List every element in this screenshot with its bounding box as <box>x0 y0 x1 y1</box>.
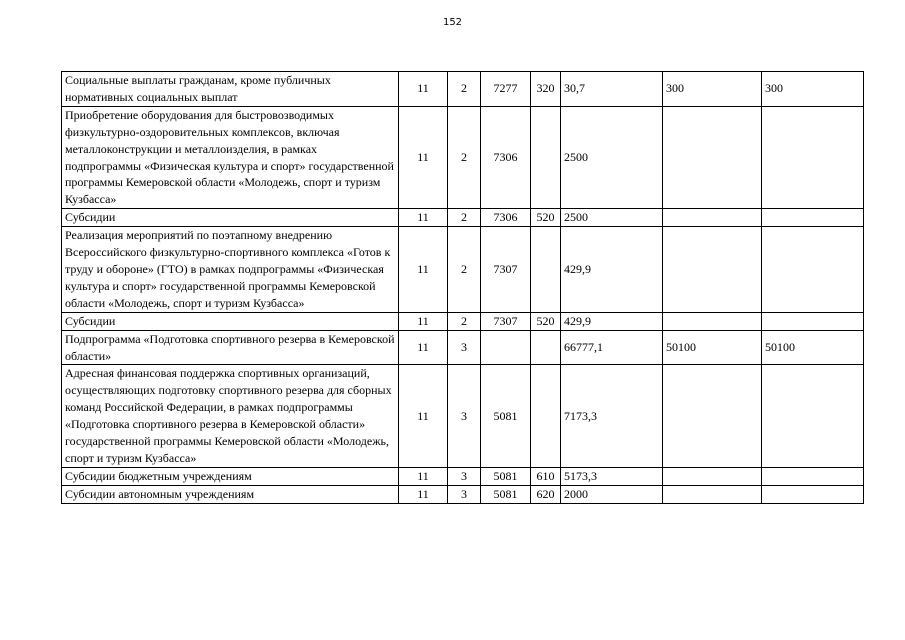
row-name-cell: Субсидии <box>62 312 399 330</box>
expense-type-cell: 620 <box>531 485 561 503</box>
subsection-cell: 2 <box>448 227 481 313</box>
expense-type-cell: 520 <box>531 209 561 227</box>
amount-year1-cell: 2500 <box>561 209 663 227</box>
amount-year1-cell: 429,9 <box>561 227 663 313</box>
table-row <box>62 485 864 503</box>
table-row <box>62 365 864 467</box>
row-name-cell: Субсидии автономным учреждениям <box>62 485 399 503</box>
section-cell: 11 <box>399 106 448 208</box>
row-name-cell: Адресная финансовая поддержка спортивных организаций, осуществляющих подготовку спортивного резерва для сборных команд Российской Федерации, в рамках подпрограммы «Подготовка спортивного резерва в Кемеровской области» государственной программы Кемеровской области «Молодежь, спорт и туризм Кузбасса» <box>62 365 399 467</box>
amount-year2-cell <box>663 485 762 503</box>
amount-year2-cell <box>663 365 762 467</box>
amount-year1-cell: 2000 <box>561 485 663 503</box>
amount-year2-cell: 300 <box>663 72 762 107</box>
row-name-cell: Подпрограмма «Подготовка спортивного резерва в Кемеровской области» <box>62 330 399 365</box>
amount-year3-cell: 50100 <box>762 330 864 365</box>
amount-year3-cell <box>762 209 864 227</box>
section-cell: 11 <box>399 227 448 313</box>
section-cell: 11 <box>399 312 448 330</box>
table-row <box>62 467 864 485</box>
target-article-cell: 7277 <box>481 72 531 107</box>
amount-year3-cell <box>762 467 864 485</box>
row-name-cell: Приобретение оборудования для быстровозводимых физкультурно-оздоровительных комплексов, включая металлоконструкции и металлоизделия, в рамках подпрограммы «Физическая культура и спорт» государственной программы Кемеровской области «Молодежь, спорт и туризм Кузбасса» <box>62 106 399 208</box>
amount-year1-cell: 30,7 <box>561 72 663 107</box>
row-name-cell: Реализация мероприятий по поэтапному внедрению Всероссийского физкультурно-спортивного комплекса «Готов к труду и обороне» (ГТО) в рамках подпрограммы «Физическая культура и спорт» государственной программы Кемеровской области «Молодежь, спорт и туризм Кузбасса» <box>62 227 399 313</box>
expense-type-cell <box>531 365 561 467</box>
amount-year1-cell: 7173,3 <box>561 365 663 467</box>
amount-year1-cell: 5173,3 <box>561 467 663 485</box>
section-cell: 11 <box>399 467 448 485</box>
amount-year3-cell <box>762 106 864 208</box>
target-article-cell: 5081 <box>481 467 531 485</box>
row-name-cell: Субсидии бюджетным учреждениям <box>62 467 399 485</box>
amount-year2-cell <box>663 209 762 227</box>
amount-year2-cell <box>663 106 762 208</box>
target-article-cell: 7307 <box>481 227 531 313</box>
expense-type-cell <box>531 227 561 313</box>
amount-year2-cell <box>663 467 762 485</box>
amount-year3-cell <box>762 227 864 313</box>
amount-year3-cell <box>762 485 864 503</box>
target-article-cell: 7306 <box>481 209 531 227</box>
table-row <box>62 72 864 107</box>
subsection-cell: 3 <box>448 330 481 365</box>
amount-year1-cell: 429,9 <box>561 312 663 330</box>
subsection-cell: 3 <box>448 365 481 467</box>
table-row <box>62 227 864 313</box>
table-row <box>62 330 864 365</box>
table-row <box>62 312 864 330</box>
target-article-cell: 5081 <box>481 365 531 467</box>
row-name-cell: Социальные выплаты гражданам, кроме публичных нормативных социальных выплат <box>62 72 399 107</box>
row-name-cell: Субсидии <box>62 209 399 227</box>
amount-year2-cell <box>663 227 762 313</box>
target-article-cell: 5081 <box>481 485 531 503</box>
subsection-cell: 2 <box>448 209 481 227</box>
table-body <box>62 72 864 504</box>
subsection-cell: 3 <box>448 467 481 485</box>
expense-type-cell: 320 <box>531 72 561 107</box>
amount-year1-cell: 2500 <box>561 106 663 208</box>
subsection-cell: 2 <box>448 312 481 330</box>
expense-type-cell: 610 <box>531 467 561 485</box>
target-article-cell <box>481 330 531 365</box>
section-cell: 11 <box>399 209 448 227</box>
amount-year2-cell: 50100 <box>663 330 762 365</box>
subsection-cell: 2 <box>448 72 481 107</box>
section-cell: 11 <box>399 72 448 107</box>
section-cell: 11 <box>399 485 448 503</box>
amount-year1-cell: 66777,1 <box>561 330 663 365</box>
amount-year3-cell: 300 <box>762 72 864 107</box>
section-cell: 11 <box>399 365 448 467</box>
target-article-cell: 7307 <box>481 312 531 330</box>
table-row <box>62 106 864 208</box>
expense-type-cell <box>531 106 561 208</box>
table-row <box>62 209 864 227</box>
subsection-cell: 2 <box>448 106 481 208</box>
page-number: 152 <box>442 17 463 28</box>
expense-type-cell <box>531 330 561 365</box>
target-article-cell: 7306 <box>481 106 531 208</box>
budget-table <box>61 71 864 504</box>
expense-type-cell: 520 <box>531 312 561 330</box>
amount-year3-cell <box>762 312 864 330</box>
amount-year2-cell <box>663 312 762 330</box>
amount-year3-cell <box>762 365 864 467</box>
subsection-cell: 3 <box>448 485 481 503</box>
section-cell: 11 <box>399 330 448 365</box>
